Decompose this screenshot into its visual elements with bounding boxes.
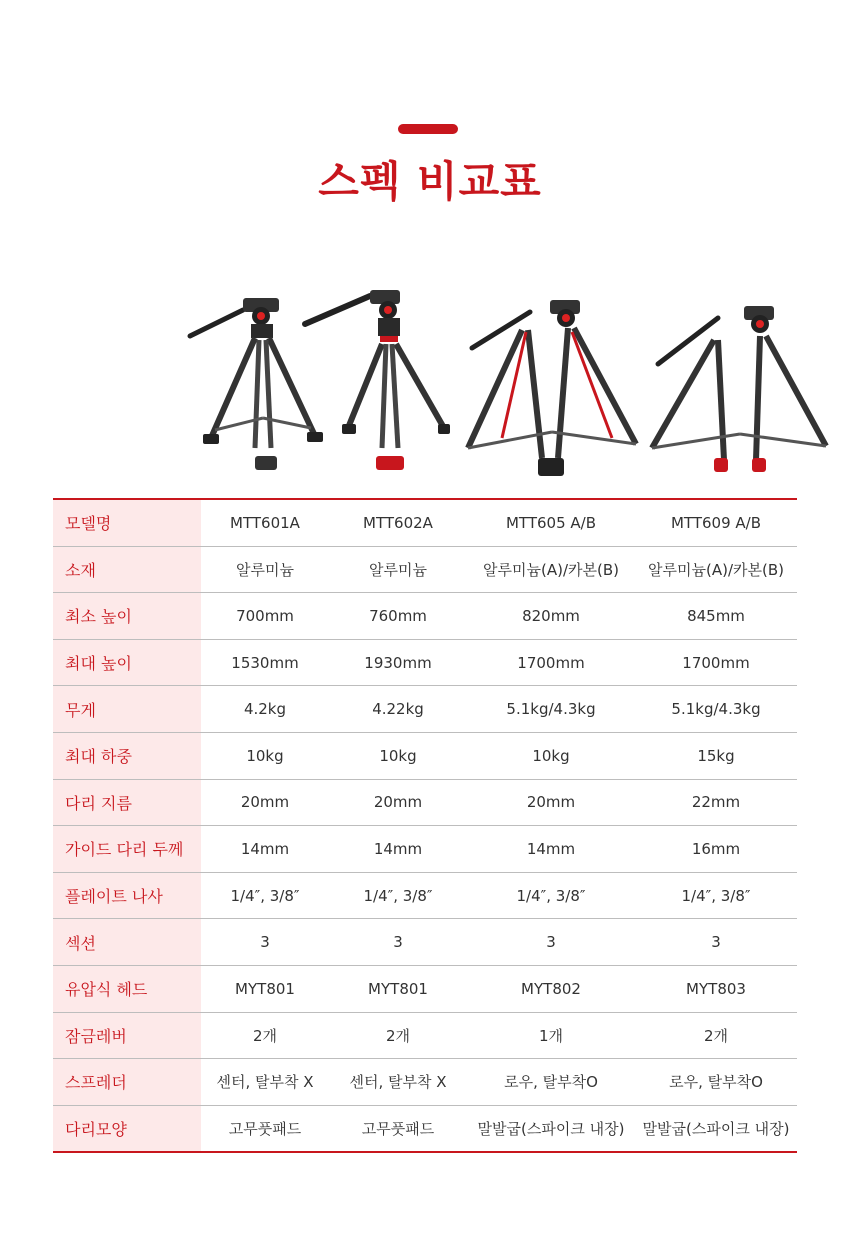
- row-label: 소재: [53, 546, 201, 593]
- row-label: 잠금레버: [53, 1012, 201, 1059]
- spec-cell: 2개: [201, 1012, 329, 1059]
- row-label: 스프레더: [53, 1059, 201, 1106]
- spec-cell: 알루미늄: [329, 546, 467, 593]
- spec-cell: 4.22kg: [329, 686, 467, 733]
- spec-cell: 5.1kg/4.3kg: [635, 686, 797, 733]
- spec-cell: 760mm: [329, 593, 467, 640]
- spec-cell: 1930mm: [329, 639, 467, 686]
- spec-cell: MTT605 A/B: [467, 499, 635, 546]
- table-row: [53, 872, 797, 919]
- spec-cell: 로우, 탈부착O: [467, 1059, 635, 1106]
- spec-cell: 고무풋패드: [228, 1120, 302, 1139]
- spec-cell: 820mm: [467, 593, 635, 640]
- spec-cell: MYT803: [635, 965, 797, 1012]
- spec-cell: 10kg: [201, 732, 329, 779]
- spec-cell: 알루미늄(A)/카본(B): [467, 546, 635, 593]
- title-accent-bar: [398, 124, 458, 134]
- row-label: 최대 높이: [53, 639, 201, 686]
- spec-cell: 말발굽(스파이크 내장): [477, 1120, 625, 1139]
- spec-table-body: [53, 499, 797, 1152]
- spec-cell: 알루미늄(A)/카본(B): [635, 546, 797, 593]
- spec-cell: 고무풋패드: [361, 1120, 435, 1139]
- spec-cell: 700mm: [201, 593, 329, 640]
- spec-cell: 3: [329, 919, 467, 966]
- table-row: [53, 779, 797, 826]
- spec-cell: 16mm: [635, 826, 797, 873]
- row-label: 최소 높이: [53, 593, 201, 640]
- spec-cell: 10kg: [467, 732, 635, 779]
- spec-cell: MYT801: [201, 965, 329, 1012]
- row-label: 플레이트 나사: [53, 872, 201, 919]
- table-row: [53, 686, 797, 733]
- spec-cell: 10kg: [329, 732, 467, 779]
- spec-cell: 센터, 탈부착 X: [329, 1059, 467, 1106]
- spec-cell: 14mm: [201, 826, 329, 873]
- row-label: 다리모양: [53, 1105, 201, 1152]
- product-images: [0, 288, 860, 488]
- row-label: 섹션: [53, 919, 201, 966]
- spec-cell: 3: [635, 919, 797, 966]
- table-row: [53, 546, 797, 593]
- spec-cell: 로우, 탈부착O: [635, 1059, 797, 1106]
- spec-cell: 4.2kg: [201, 686, 329, 733]
- table-row: [53, 639, 797, 686]
- spec-cell: 2개: [635, 1012, 797, 1059]
- table-row: [53, 1059, 797, 1106]
- spec-cell: 1개: [467, 1012, 635, 1059]
- product-image-mtt602a: [300, 288, 450, 488]
- spec-cell: 3: [467, 919, 635, 966]
- spec-cell: 20mm: [201, 779, 329, 826]
- table-row: [53, 1105, 797, 1152]
- spec-cell: 알루미늄: [201, 546, 329, 593]
- spec-cell: 센터, 탈부착 X: [201, 1059, 329, 1106]
- row-label: 무게: [53, 686, 201, 733]
- spec-cell: 1530mm: [201, 639, 329, 686]
- spec-cell: 22mm: [635, 779, 797, 826]
- table-row: [53, 1012, 797, 1059]
- tripod-mtt605ab-icon: [462, 288, 642, 488]
- table-row: [53, 965, 797, 1012]
- table-row: [53, 499, 797, 546]
- spec-cell: MYT801: [329, 965, 467, 1012]
- product-image-mtt605ab: [462, 288, 642, 488]
- spec-cell: MTT601A: [201, 499, 329, 546]
- spec-cell: 845mm: [635, 593, 797, 640]
- tripod-mtt602a-icon: [300, 288, 450, 488]
- spec-cell: 15kg: [635, 732, 797, 779]
- table-row: [53, 732, 797, 779]
- spec-cell: 5.1kg/4.3kg: [467, 686, 635, 733]
- spec-cell: 2개: [329, 1012, 467, 1059]
- spec-cell: 1/4″, 3/8″: [635, 872, 797, 919]
- spec-cell: MTT609 A/B: [635, 499, 797, 546]
- row-label: 모델명: [53, 499, 201, 546]
- row-label: 가이드 다리 두께: [53, 826, 201, 873]
- page-title: 스펙 비교표: [318, 157, 542, 206]
- spec-cell: MYT802: [467, 965, 635, 1012]
- spec-cell: 3: [201, 919, 329, 966]
- table-row: [53, 593, 797, 640]
- spec-cell: 1700mm: [467, 639, 635, 686]
- spec-cell: 14mm: [467, 826, 635, 873]
- row-label: 유압식 헤드: [53, 965, 201, 1012]
- table-row: [53, 826, 797, 873]
- spec-cell: 말발굽(스파이크 내장): [642, 1120, 790, 1139]
- spec-table: [53, 498, 797, 1153]
- spec-cell: 1700mm: [635, 639, 797, 686]
- tripod-mtt609ab-icon: [648, 288, 830, 488]
- spec-cell: 1/4″, 3/8″: [201, 872, 329, 919]
- spec-cell: 20mm: [329, 779, 467, 826]
- table-row: [53, 919, 797, 966]
- spec-cell: 1/4″, 3/8″: [467, 872, 635, 919]
- row-label: 최대 하중: [53, 732, 201, 779]
- spec-cell: 1/4″, 3/8″: [329, 872, 467, 919]
- spec-cell: 20mm: [467, 779, 635, 826]
- row-label: 다리 지름: [53, 779, 201, 826]
- spec-cell: MTT602A: [329, 499, 467, 546]
- spec-cell: 14mm: [329, 826, 467, 873]
- product-image-mtt609ab: [648, 288, 830, 488]
